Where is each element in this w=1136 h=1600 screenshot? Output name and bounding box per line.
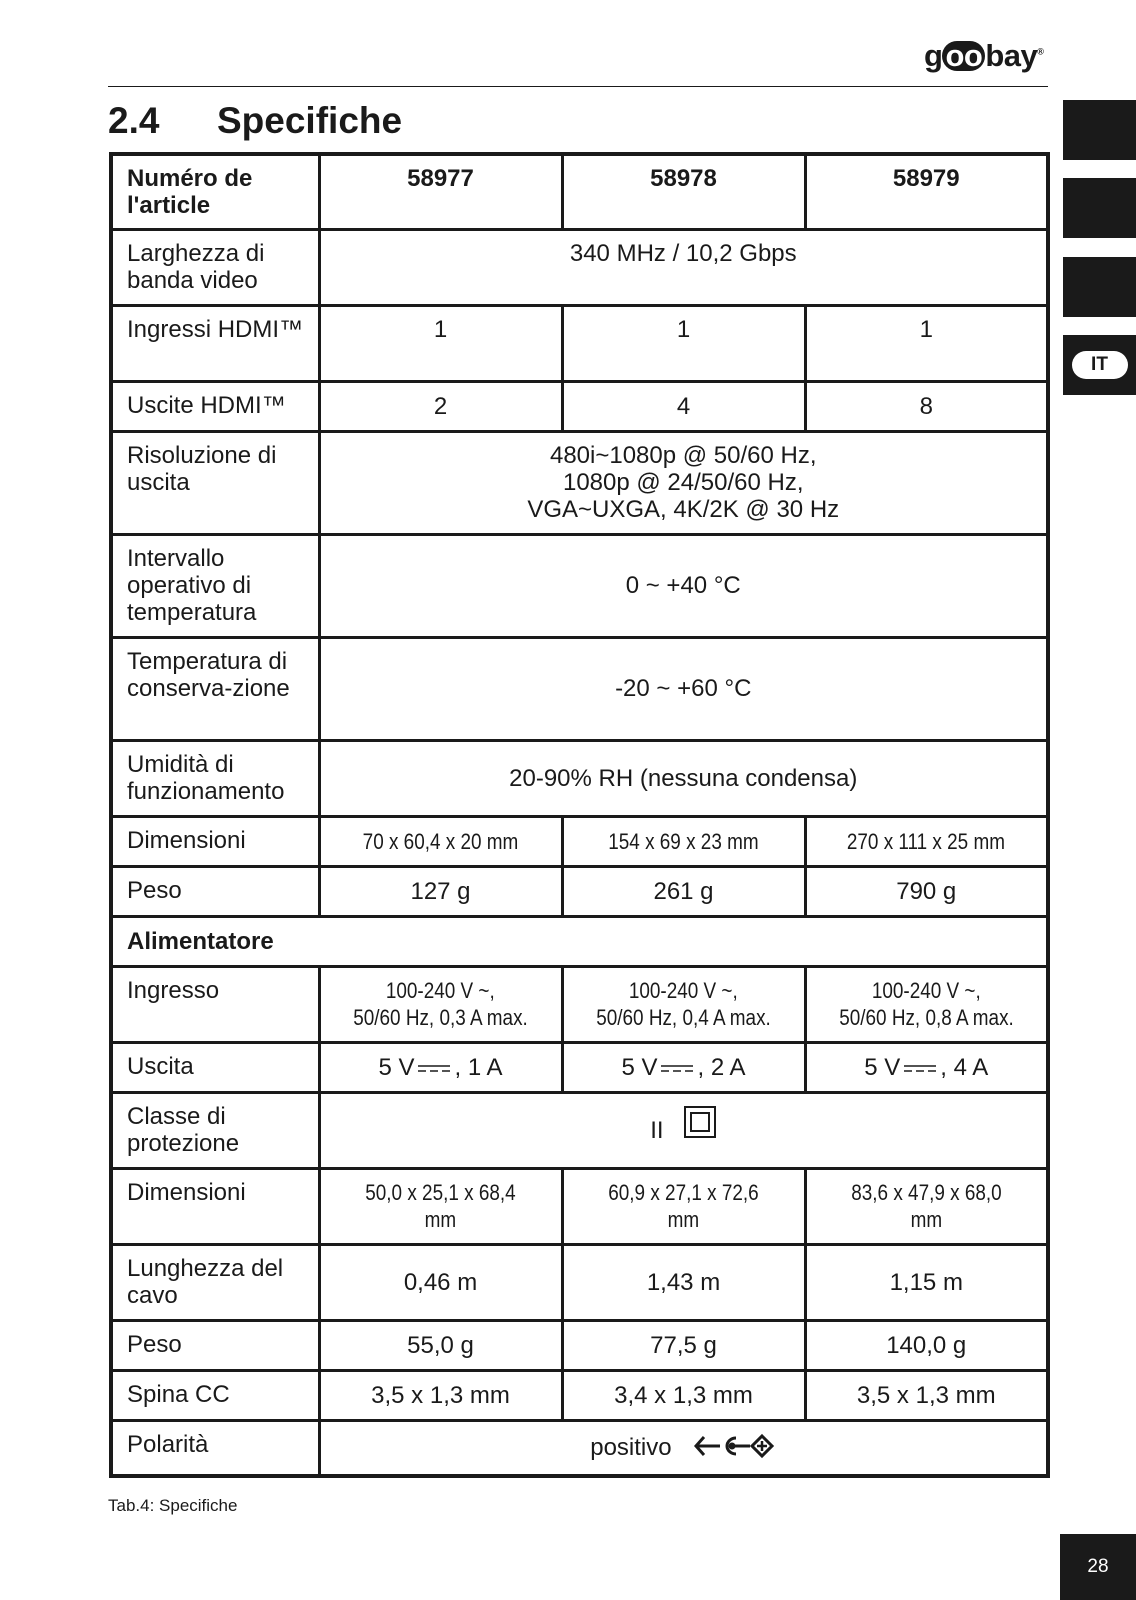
dimension-line: 60,9 x 27,1 x 72,6	[608, 1179, 759, 1205]
table-row	[111, 154, 1048, 229]
cell-value: 3,4 x 1,3 mm	[562, 1370, 805, 1420]
cell-value	[319, 816, 562, 866]
current: , 2 A	[697, 1053, 746, 1081]
dimension-line: 83,6 x 47,9 x 68,0	[851, 1179, 1002, 1205]
cell-value: 1,15 m	[805, 1244, 1048, 1320]
cell-value: 4	[562, 381, 805, 431]
row-label: Intervallo operativo di temperatura	[111, 534, 319, 637]
row-label: Larghezza di banda video	[111, 229, 319, 305]
cell-value: 1	[562, 305, 805, 381]
cell-value: 55,0 g	[319, 1320, 562, 1370]
cell-value	[805, 1042, 1048, 1092]
subsection-heading: Alimentatore	[111, 916, 1048, 966]
row-label: Temperatura di conserva-zione	[111, 637, 319, 740]
cell-value: 1,43 m	[562, 1244, 805, 1320]
input-line: 100-240 V ~,	[629, 977, 738, 1003]
table-row	[111, 816, 1048, 866]
dimension-line: mm	[667, 1206, 700, 1232]
cell-value	[805, 1168, 1048, 1244]
dc-symbol-icon	[418, 1063, 450, 1073]
cell-value	[319, 1168, 562, 1244]
goobay-logo: goobay®	[924, 38, 1044, 73]
dc-symbol-icon	[661, 1063, 693, 1073]
cell-value	[319, 966, 562, 1042]
dimension-line: mm	[910, 1206, 943, 1232]
table-row	[111, 637, 1048, 740]
cell-value: 77,5 g	[562, 1320, 805, 1370]
table-row	[111, 1320, 1048, 1370]
cell-value	[805, 966, 1048, 1042]
row-label: Lunghezza del cavo	[111, 1244, 319, 1320]
cell-value: 0 ~ +40 °C	[319, 534, 1048, 637]
dc-symbol-icon	[904, 1063, 936, 1073]
cell-value	[805, 816, 1048, 866]
cell-value: 3,5 x 1,3 mm	[805, 1370, 1048, 1420]
row-label: Ingresso	[111, 966, 319, 1042]
cell-value: 261 g	[562, 866, 805, 916]
table-row	[111, 916, 1048, 966]
resolution-line: 1080p @ 24/50/60 Hz,	[562, 468, 804, 496]
row-label: Dimensioni	[111, 1168, 319, 1244]
table-row	[111, 1168, 1048, 1244]
row-label: Risoluzione di uscita	[111, 431, 319, 534]
cell-value	[319, 1092, 1048, 1168]
specifications-table	[109, 152, 1050, 1478]
cell-value: 2	[319, 381, 562, 431]
cell-value: 0,46 m	[319, 1244, 562, 1320]
resolution-line: 480i~1080p @ 50/60 Hz,	[549, 441, 817, 469]
cell-value	[562, 816, 805, 866]
row-label: Polarità	[111, 1420, 319, 1476]
language-tab-1	[1063, 100, 1136, 160]
language-tab-3	[1063, 257, 1136, 317]
cell-value: 340 MHz / 10,2 Gbps	[319, 229, 1048, 305]
row-label: Peso	[111, 1320, 319, 1370]
dimension-value: 270 x 111 x 25 mm	[847, 828, 1006, 854]
row-label: Ingressi HDMI™	[111, 305, 319, 381]
table-row	[111, 305, 1048, 381]
protection-class-ii-icon	[684, 1106, 716, 1138]
cell-value: 20-90% RH (nessuna condensa)	[319, 740, 1048, 816]
language-code-badge: IT	[1072, 351, 1128, 379]
row-label: Numéro de l'article	[111, 154, 319, 229]
language-tab-active	[1063, 335, 1136, 395]
cell-value: 1	[319, 305, 562, 381]
current: , 1 A	[454, 1053, 503, 1081]
dimension-line: mm	[424, 1206, 457, 1232]
table-row	[111, 229, 1048, 305]
input-line: 100-240 V ~,	[386, 977, 495, 1003]
input-line: 100-240 V ~,	[871, 977, 981, 1003]
language-tab-2	[1063, 178, 1136, 238]
table-row	[111, 381, 1048, 431]
section-title-text: Specifiche	[217, 100, 403, 141]
table-row	[111, 1420, 1048, 1476]
resolution-line: VGA~UXGA, 4K/2K @ 30 Hz	[527, 495, 840, 523]
article-number: 58978	[562, 154, 805, 229]
row-label: Umidità di funzionamento	[111, 740, 319, 816]
header-divider	[108, 86, 1048, 87]
input-line: 50/60 Hz, 0,4 A max.	[596, 1004, 771, 1030]
voltage: 5 V	[621, 1053, 658, 1081]
dimension-line: 50,0 x 25,1 x 68,4	[365, 1179, 516, 1205]
row-label: Spina CC	[111, 1370, 319, 1420]
cell-value	[562, 966, 805, 1042]
cell-value: 790 g	[805, 866, 1048, 916]
table-row	[111, 1244, 1048, 1320]
cell-value	[319, 431, 1048, 534]
section-number: 2.4	[108, 100, 160, 141]
polarity-text: positivo	[590, 1434, 672, 1462]
table-row	[111, 740, 1048, 816]
cell-value: 140,0 g	[805, 1320, 1048, 1370]
cell-value: 1	[805, 305, 1048, 381]
table-row	[111, 534, 1048, 637]
table-caption: Tab.4: Specifiche	[108, 1496, 238, 1515]
cell-value	[562, 1168, 805, 1244]
voltage: 5 V	[378, 1053, 415, 1081]
article-number: 58977	[319, 154, 562, 229]
polarity-positive-center-icon	[692, 1433, 776, 1459]
cell-value: 3,5 x 1,3 mm	[319, 1370, 562, 1420]
voltage: 5 V	[864, 1053, 901, 1081]
input-line: 50/60 Hz, 0,8 A max.	[838, 1004, 1014, 1030]
row-label: Uscita	[111, 1042, 319, 1092]
dimension-value: 154 x 69 x 23 mm	[608, 828, 759, 854]
table-row	[111, 431, 1048, 534]
table-row	[111, 1042, 1048, 1092]
row-label: Peso	[111, 866, 319, 916]
table-row	[111, 1092, 1048, 1168]
dimension-value: 70 x 60,4 x 20 mm	[362, 828, 519, 854]
cell-value	[319, 1420, 1048, 1476]
table-row	[111, 1370, 1048, 1420]
row-label: Uscite HDMI™	[111, 381, 319, 431]
cell-value: -20 ~ +60 °C	[319, 637, 1048, 740]
table-row	[111, 966, 1048, 1042]
input-line: 50/60 Hz, 0,3 A max.	[353, 1004, 528, 1030]
cell-value	[319, 1042, 562, 1092]
cell-value: 8	[805, 381, 1048, 431]
cell-value: 127 g	[319, 866, 562, 916]
row-label: Classe di protezione	[111, 1092, 319, 1168]
cell-value	[562, 1042, 805, 1092]
article-number: 58979	[805, 154, 1048, 229]
page-number: 28	[1060, 1534, 1136, 1600]
section-title	[108, 100, 402, 142]
table-row	[111, 866, 1048, 916]
current: , 4 A	[940, 1053, 989, 1081]
row-label: Dimensioni	[111, 816, 319, 866]
protection-class: II	[650, 1116, 664, 1144]
